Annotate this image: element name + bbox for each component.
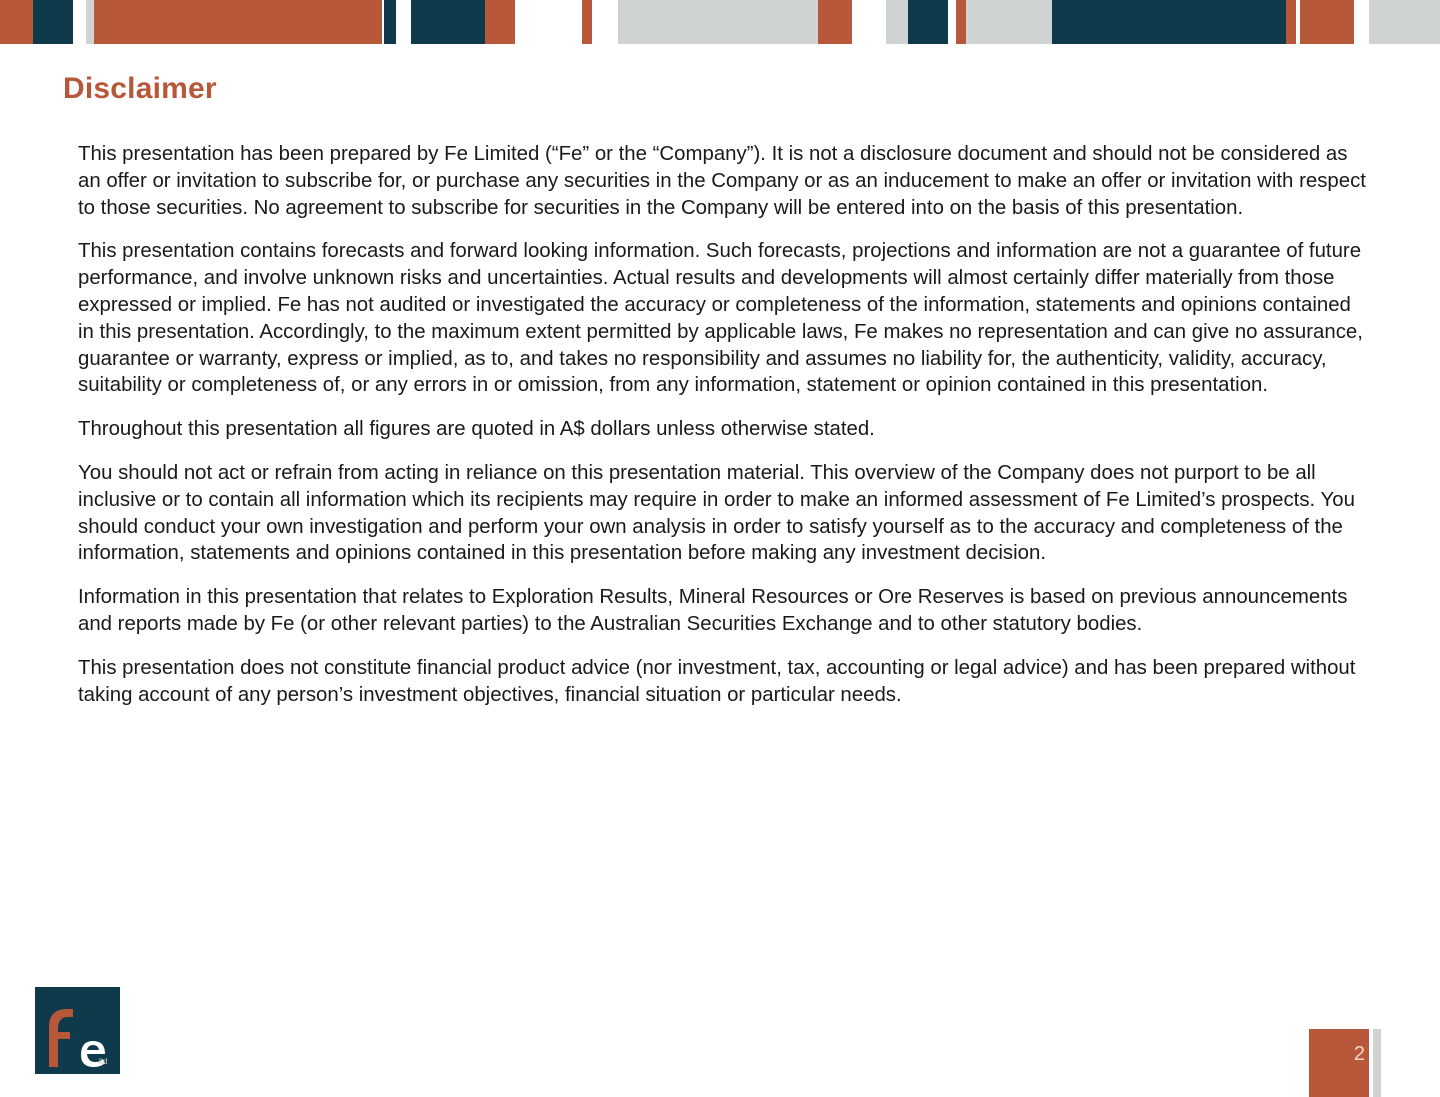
- bar-segment: [1286, 0, 1296, 44]
- disclaimer-paragraph: Throughout this presentation all figures are quoted in A$ dollars unless otherwise stated.: [78, 418, 875, 441]
- bar-segment: [1052, 0, 1286, 44]
- fe-logo: [35, 987, 120, 1074]
- bar-segment: [1369, 0, 1440, 44]
- slide-title: Disclaimer: [63, 72, 217, 105]
- bar-segment: [86, 0, 94, 44]
- bar-segment: [886, 0, 908, 44]
- bar-segment: [818, 0, 852, 44]
- disclaimer-paragraph: You should not act or refrain from acting in reliance on this presentation material. This overview of the Company does not purport to be all inclusive or to contain all information which its recipients may require in order to make an informed assessment of Fe Limited’s prospects. You should conduct your own investigation and perform your own analysis in order to satisfy yourself as to the accuracy and completeness of the information, statements and opinions contained in this presentation before making any investment decision.: [78, 461, 1355, 565]
- disclaimer-body: [78, 141, 1368, 725]
- bar-segment: [618, 0, 818, 44]
- bar-segment: [1310, 0, 1354, 44]
- page-number-box: [1309, 1029, 1369, 1097]
- disclaimer-paragraph: This presentation does not constitute financial product advice (nor investment, tax, accounting or legal advice) and has been prepared without taking account of any person’s investment objectives, financial situation or particular needs.: [78, 656, 1356, 706]
- bar-segment: [1300, 0, 1310, 44]
- bar-segment: [33, 0, 73, 44]
- bar-segment: [908, 0, 948, 44]
- bar-segment: [956, 0, 966, 44]
- bar-segment: [411, 0, 485, 44]
- bar-segment: [94, 0, 382, 44]
- disclaimer-paragraph: This presentation contains forecasts and forward looking information. Such forecasts, projections and information are not a guarantee of future performance, and involve unknown risks and uncertainties. Actual results and developments will almost certainly differ materially from those expressed or implied. Fe has not audited or investigated the accuracy or completeness of the information, statements and opinions contained in this presentation. Accordingly, to the maximum extent permitted by applicable laws, Fe makes no representation and can give no assurance, guarantee or warranty, express or implied, as to, and takes no responsibility and assumes no liability for, the authenticity, validity, accuracy, suitability or completeness of, or any errors in or omission, from any information, statement or opinion contained in this presentation.: [78, 240, 1363, 397]
- bar-segment: [485, 0, 515, 44]
- logo-ltd-text: ltd: [99, 1057, 108, 1066]
- bar-segment: [0, 0, 33, 44]
- disclaimer-paragraph: Information in this presentation that relates to Exploration Results, Mineral Resources or Ore Reserves is based on previous announcements and reports made by Fe (or other relevant parties) to the Australian Securities Exchange and to other statutory bodies.: [78, 586, 1348, 635]
- decorative-top-bar: [0, 0, 1440, 44]
- disclaimer-paragraph: This presentation has been prepared by Fe Limited (“Fe” or the “Company”). It is not a disclosure document and should not be considered as an offer or invitation to subscribe for, or purchase any securities in the Company or as an inducement to make an offer or invitation with respect to those securities. No agreement to subscribe for securities in the Company will be entered into on the basis of this presentation.: [78, 143, 1366, 219]
- page-number: 2: [1353, 1043, 1365, 1065]
- bar-segment: [966, 0, 1052, 44]
- page-number-stripe: [1373, 1029, 1381, 1097]
- bar-segment: [582, 0, 592, 44]
- bar-segment: [384, 0, 396, 44]
